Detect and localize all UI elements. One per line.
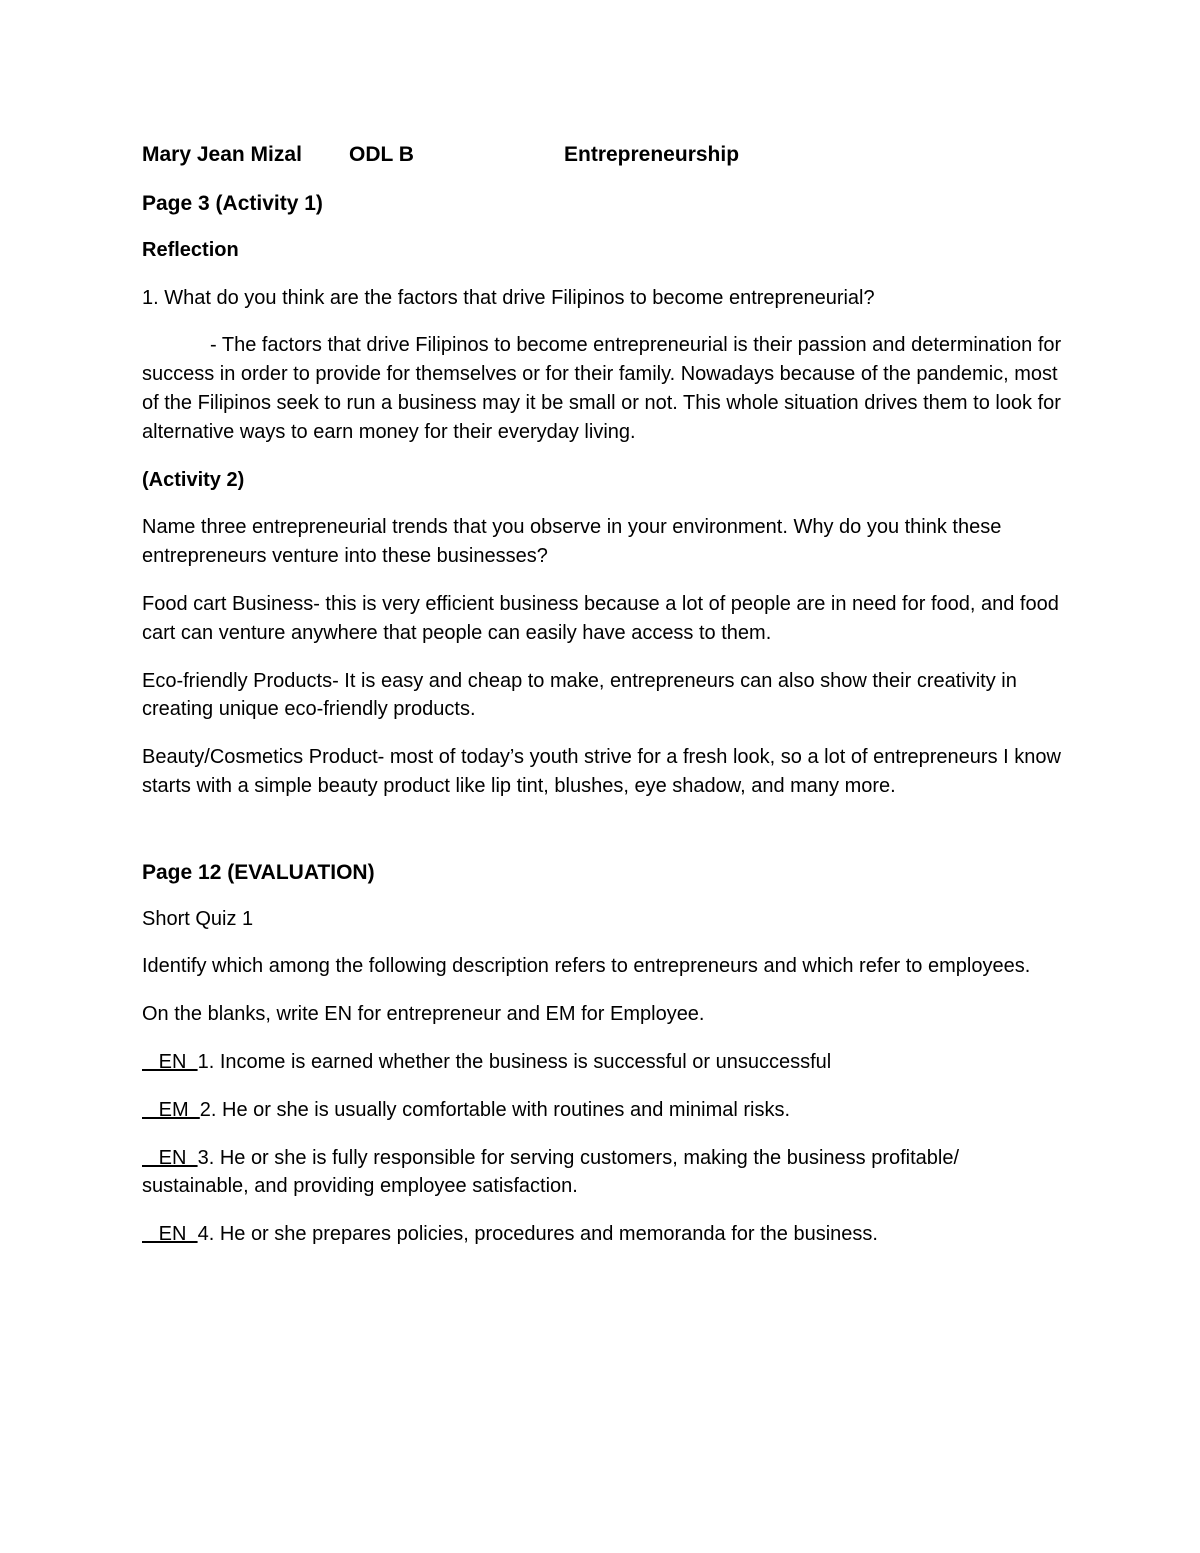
quiz-item-text: 3. He or she is fully responsible for serving customers, making the business profitable/ sustainable, and providing employee satisfaction. [142, 1146, 960, 1198]
quiz-item-text: 2. He or she is usually comfortable with routines and minimal risks. [199, 1098, 791, 1121]
class-section: ODL B [349, 143, 414, 166]
activity2-title: (Activity 2) [142, 468, 245, 491]
quiz-item-text: 1. Income is earned whether the business is successful or unsuccessful [197, 1050, 832, 1073]
quiz-answer-blank: EN [142, 1050, 198, 1073]
subject-title: Entrepreneurship [564, 143, 740, 166]
reflection-heading: Reflection [142, 238, 239, 261]
quiz-instruction-identify: Identify which among the following description refers to entrepreneurs and which refer to employees. [142, 955, 1031, 978]
quiz-item [142, 1048, 1062, 1077]
evaluation-title: Page 12 (EVALUATION) [142, 860, 375, 884]
document-header [142, 138, 1062, 171]
quiz-title: Short Quiz 1 [142, 907, 254, 930]
activity2-question: Name three entrepreneurial trends that you observe in your environment. Why do you think these entrepreneurs venture into these businesses? [142, 516, 1002, 568]
reflection-question: 1. What do you think are the factors that drive Filipinos to become entrepreneurial? [142, 286, 875, 309]
quiz-answer-blank: EN [142, 1223, 198, 1246]
quiz-instruction-blanks: On the blanks, write EN for entrepreneur and EM for Employee. [142, 1003, 705, 1026]
trend-food-cart: Food cart Business- this is very efficient business because a lot of people are in need for food, and food cart can venture anywhere that people can easily have access to them. [142, 592, 1059, 644]
document-page [142, 138, 1062, 1268]
quiz-answer-blank: EN [142, 1146, 198, 1169]
trend-eco-friendly: Eco-friendly Products- It is easy and cheap to make, entrepreneurs can also show their creativity in creating unique eco-friendly products. [142, 669, 1017, 721]
reflection-answer: - The factors that drive Filipinos to become entrepreneurial is their passion and determination for success in order to provide for themselves or for their family. Nowadays because of the pandemic, most of the Filipinos seek to run a business may it be small or not. This whole situation drives them to look for alternative ways to earn money for their everyday living. [142, 334, 1062, 443]
quiz-item [142, 1096, 1062, 1125]
quiz-item [142, 1144, 1062, 1202]
quiz-item-text: 4. He or she prepares policies, procedures and memoranda for the business. [197, 1223, 878, 1246]
activity1-title: Page 3 (Activity 1) [142, 192, 323, 215]
trend-beauty-cosmetics: Beauty/Cosmetics Product- most of today’s youth strive for a fresh look, so a lot of entrepreneurs I know starts with a simple beauty product like lip tint, blushes, eye shadow, and many more. [142, 746, 1061, 797]
quiz-answer-blank: EM [142, 1098, 200, 1121]
student-name: Mary Jean Mizal [142, 143, 302, 166]
quiz-item [142, 1220, 1062, 1249]
